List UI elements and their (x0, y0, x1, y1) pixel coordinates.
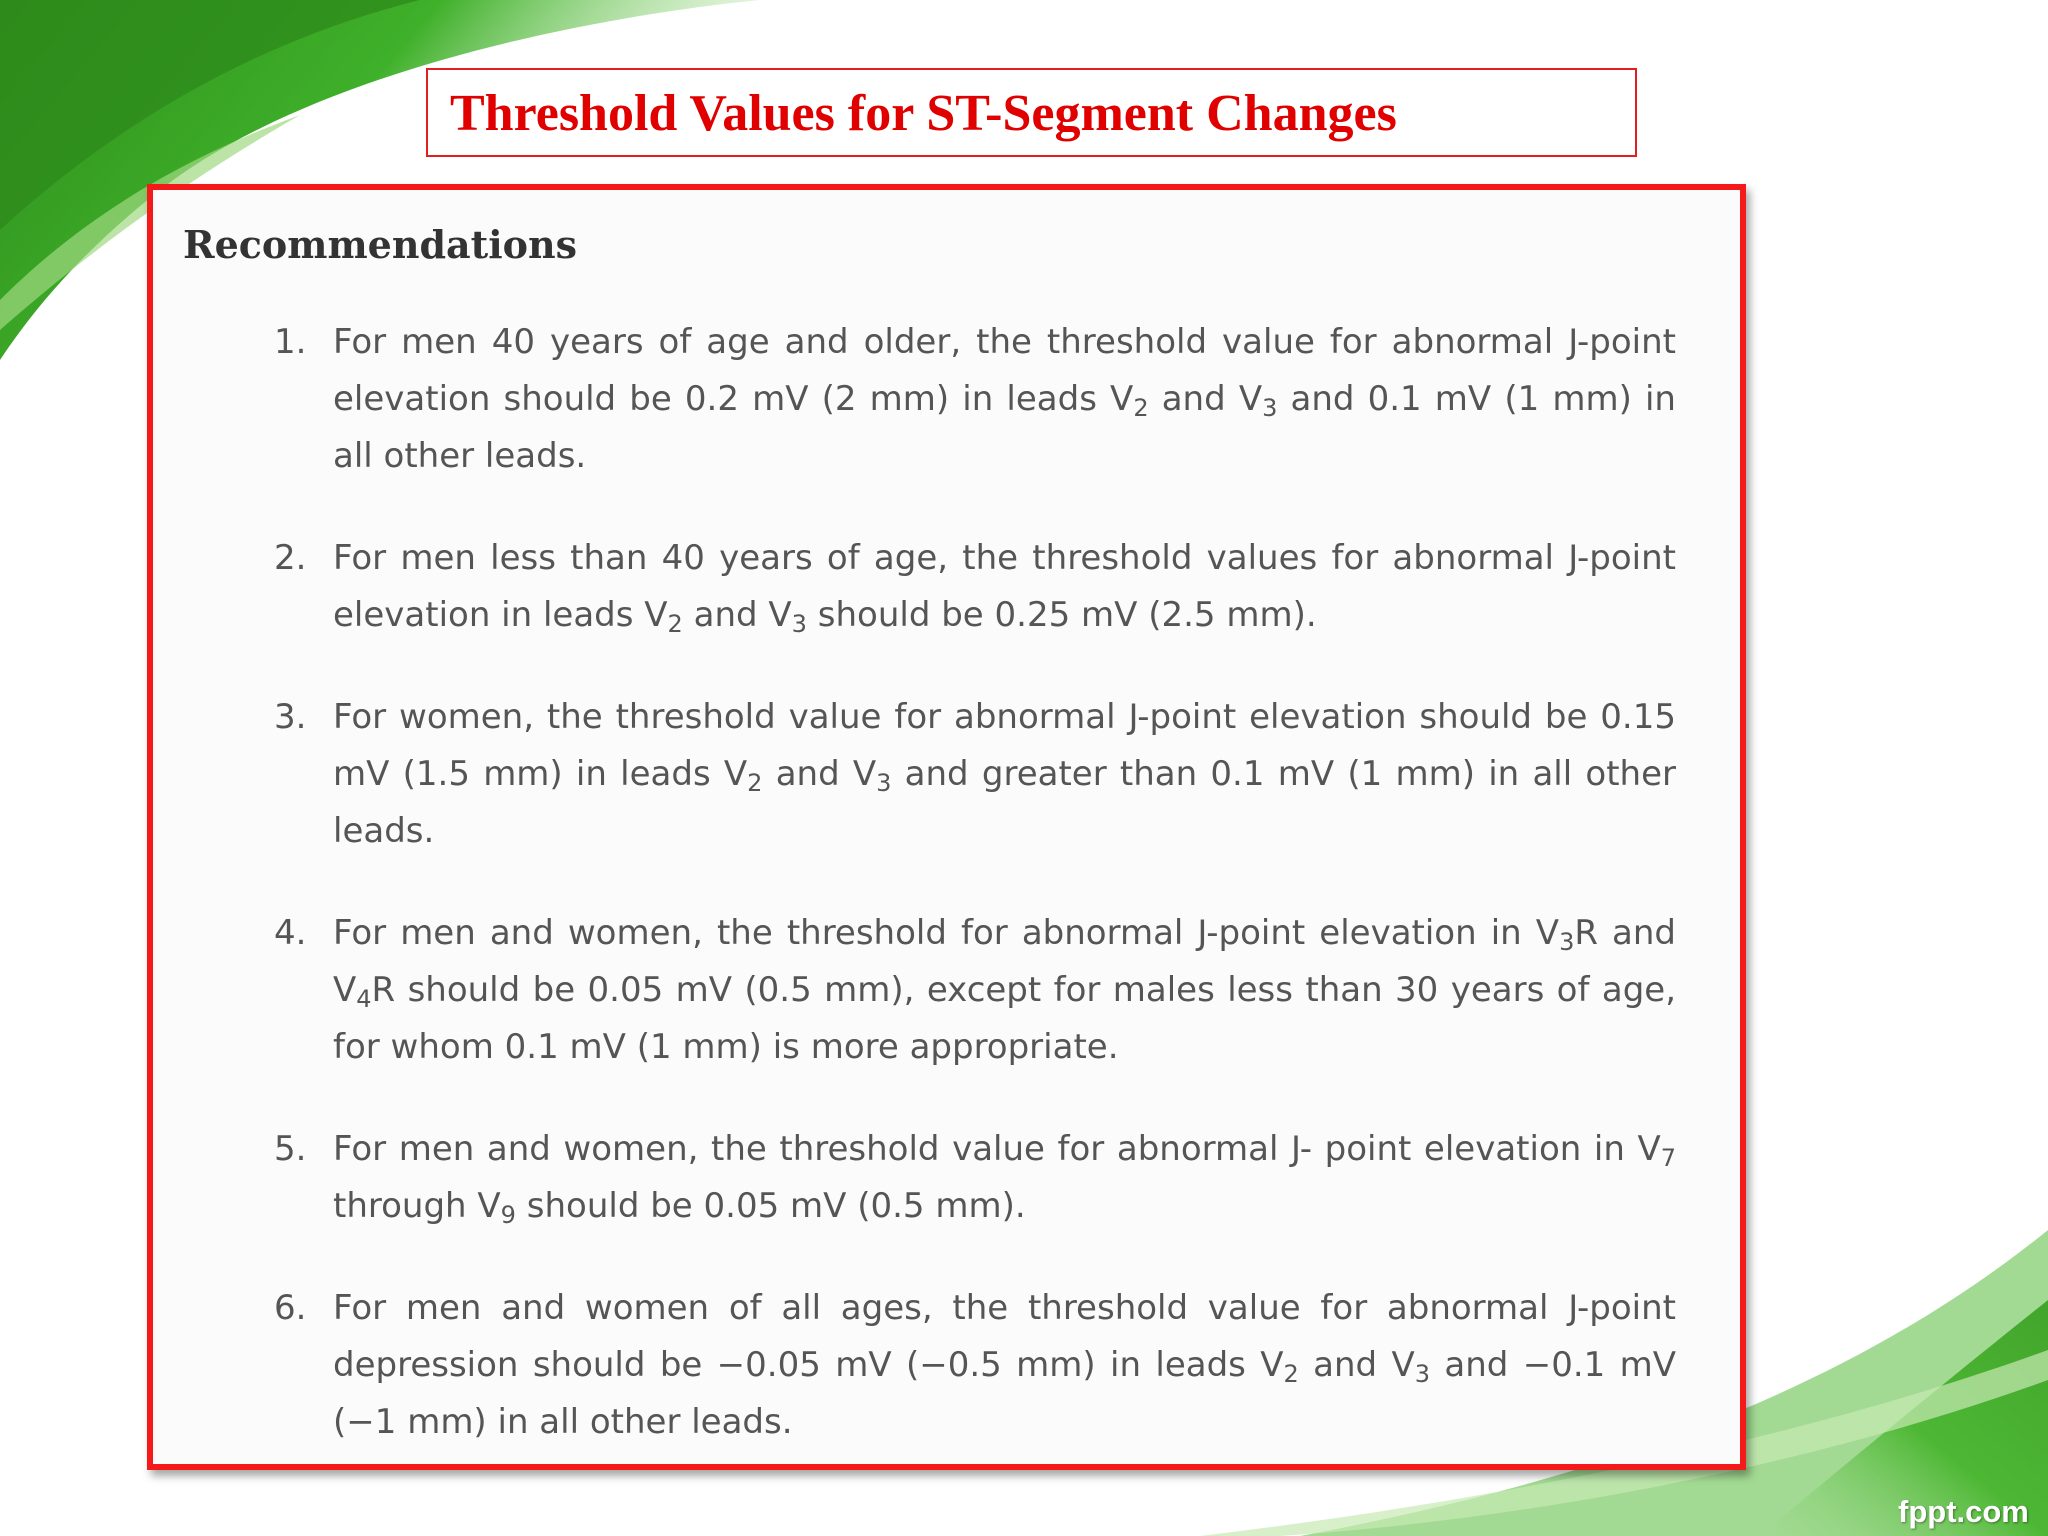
lead-subscript: 2 (667, 610, 683, 638)
text-segment: should be 0.25 mV (2.5 mm). (806, 595, 1317, 635)
recommendation-text (333, 530, 1676, 644)
recommendation-item (153, 314, 1740, 485)
recommendation-number: 4. (274, 913, 307, 953)
recommendation-text (333, 1280, 1676, 1451)
recommendation-item (153, 1280, 1740, 1451)
lead-subscript: 2 (1283, 1360, 1299, 1388)
lead-subscript: 3 (876, 769, 892, 797)
recommendation-text (333, 905, 1676, 1076)
recommendations-panel (147, 184, 1746, 1470)
recommendation-item (153, 689, 1740, 860)
text-segment: For men and women, the threshold for abnormal J-point elevation in V (333, 913, 1560, 953)
recommendation-number: 2. (274, 538, 307, 578)
recommendation-text (333, 689, 1676, 860)
text-segment: For men and women of all ages, the threshold value for abnormal J-point depression should be −0.05 mV (−0.5 mm) in leads V (333, 1288, 1676, 1385)
text-segment: For men 40 years of age and older, the threshold value for abnormal J-point elevation should be 0.2 mV (2 mm) in leads V (333, 322, 1676, 419)
lead-subscript: 3 (1559, 928, 1575, 956)
recommendation-number: 1. (274, 322, 307, 362)
lead-subscript: 3 (791, 610, 807, 638)
slide-title: Threshold Values for ST-Segment Changes (450, 85, 1397, 142)
lead-subscript: 7 (1660, 1144, 1676, 1172)
text-segment: For women, the threshold value for abnormal J-point elevation should be 0.15 mV (1.5 mm) in leads V (333, 697, 1676, 794)
recommendation-item (153, 905, 1740, 1076)
text-segment: R should be 0.05 mV (0.5 mm), except for males less than 30 years of age, for whom 0.1 mV (1 mm) is more appropriate. (333, 970, 1676, 1067)
recommendation-number: 3. (274, 697, 307, 737)
lead-subscript: 9 (500, 1201, 516, 1229)
text-segment: and V (762, 754, 877, 794)
text-segment: For men less than 40 years of age, the threshold values for abnormal J-point elevation in leads V (333, 538, 1676, 635)
lead-subscript: 4 (356, 985, 372, 1013)
recommendation-text (333, 314, 1676, 485)
text-segment: should be 0.05 mV (0.5 mm). (515, 1186, 1026, 1226)
text-segment: and 0.1 mV (1 mm) in all other leads. (333, 379, 1676, 476)
lead-subscript: 3 (1262, 394, 1278, 422)
title-box (426, 68, 1637, 157)
text-segment: and greater than 0.1 mV (1 mm) in all other leads. (333, 754, 1676, 851)
watermark: fppt.com (1898, 1494, 2029, 1529)
recommendation-number: 5. (274, 1129, 307, 1169)
text-segment: and V (1148, 379, 1263, 419)
recommendation-text (333, 1121, 1676, 1235)
recommendations-heading: Recommendations (183, 222, 578, 267)
recommendation-number: 6. (274, 1288, 307, 1328)
lead-subscript: 3 (1414, 1360, 1431, 1388)
text-segment: and −0.1 mV (−1 mm) in all other leads. (333, 1345, 1677, 1442)
lead-subscript: 2 (1133, 394, 1149, 422)
text-segment: R and V (333, 913, 1677, 1010)
text-segment: For men and women, the threshold value for abnormal J- point elevation in V (333, 1129, 1661, 1169)
recommendations-list (153, 314, 1740, 1496)
text-segment: and V (682, 595, 792, 635)
recommendation-item (153, 1121, 1740, 1235)
recommendation-item (153, 530, 1740, 644)
text-segment: through V (333, 1186, 501, 1226)
text-segment: and V (1298, 1345, 1415, 1385)
lead-subscript: 2 (747, 769, 763, 797)
